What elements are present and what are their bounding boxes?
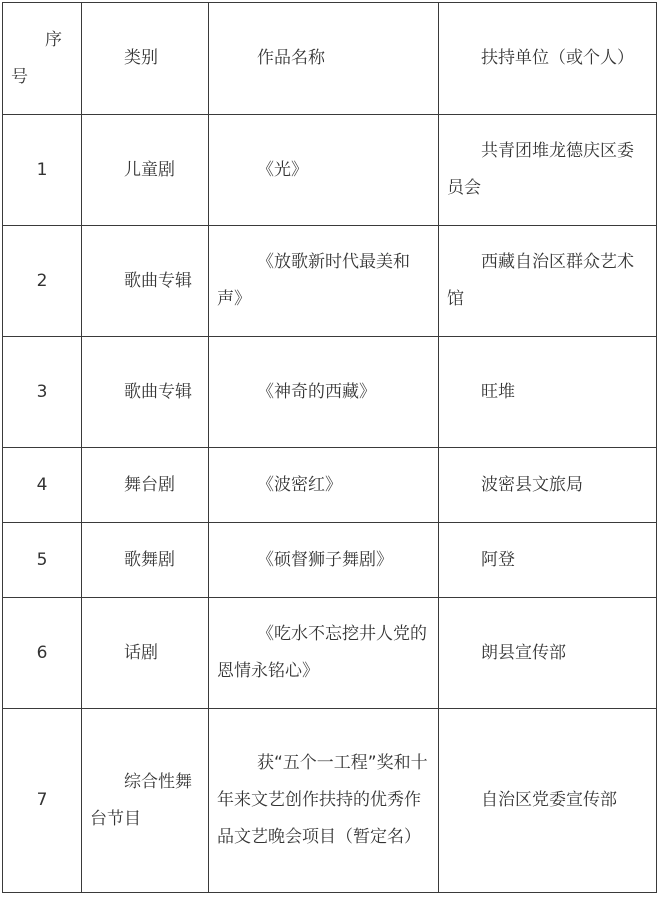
- row-category: 综合性舞台节目: [82, 709, 209, 893]
- row-unit: 自治区党委宣传部: [439, 709, 657, 893]
- row-unit: 西藏自治区群众艺术馆: [439, 226, 657, 337]
- row-title: 《吃水不忘挖井人党的恩情永铭心》: [209, 598, 439, 709]
- row-title: 获“五个一工程”奖和十年来文艺创作扶持的优秀作品文艺晚会项目（暂定名）: [209, 709, 439, 893]
- row-category: 歌曲专辑: [82, 226, 209, 337]
- header-title: 作品名称: [209, 3, 439, 115]
- row-unit: 波密县文旅局: [439, 448, 657, 523]
- row-unit: 旺堆: [439, 337, 657, 448]
- row-num: 7: [3, 709, 82, 893]
- row-category: 舞台剧: [82, 448, 209, 523]
- row-unit: 阿登: [439, 523, 657, 598]
- row-num: 1: [3, 115, 82, 226]
- table-row: [3, 448, 657, 523]
- row-title: 《光》: [209, 115, 439, 226]
- row-num: 4: [3, 448, 82, 523]
- table-row: [3, 523, 657, 598]
- row-category: 歌曲专辑: [82, 337, 209, 448]
- row-num: 5: [3, 523, 82, 598]
- header-unit: 扶持单位（或个人）: [439, 3, 657, 115]
- table-row: [3, 226, 657, 337]
- support-projects-table: [2, 2, 657, 893]
- table-row: [3, 709, 657, 893]
- row-category: 话剧: [82, 598, 209, 709]
- table-header-row: [3, 3, 657, 115]
- header-category: 类别: [82, 3, 209, 115]
- row-num: 3: [3, 337, 82, 448]
- row-category: 儿童剧: [82, 115, 209, 226]
- row-unit: 朗县宣传部: [439, 598, 657, 709]
- header-num: 序号: [3, 3, 82, 115]
- row-num: 6: [3, 598, 82, 709]
- table-row: [3, 337, 657, 448]
- row-num: 2: [3, 226, 82, 337]
- row-title: 《波密红》: [209, 448, 439, 523]
- table-row: [3, 598, 657, 709]
- row-title: 《放歌新时代最美和声》: [209, 226, 439, 337]
- row-title: 《硕督狮子舞剧》: [209, 523, 439, 598]
- row-unit: 共青团堆龙德庆区委员会: [439, 115, 657, 226]
- table-row: [3, 115, 657, 226]
- row-category: 歌舞剧: [82, 523, 209, 598]
- row-title: 《神奇的西藏》: [209, 337, 439, 448]
